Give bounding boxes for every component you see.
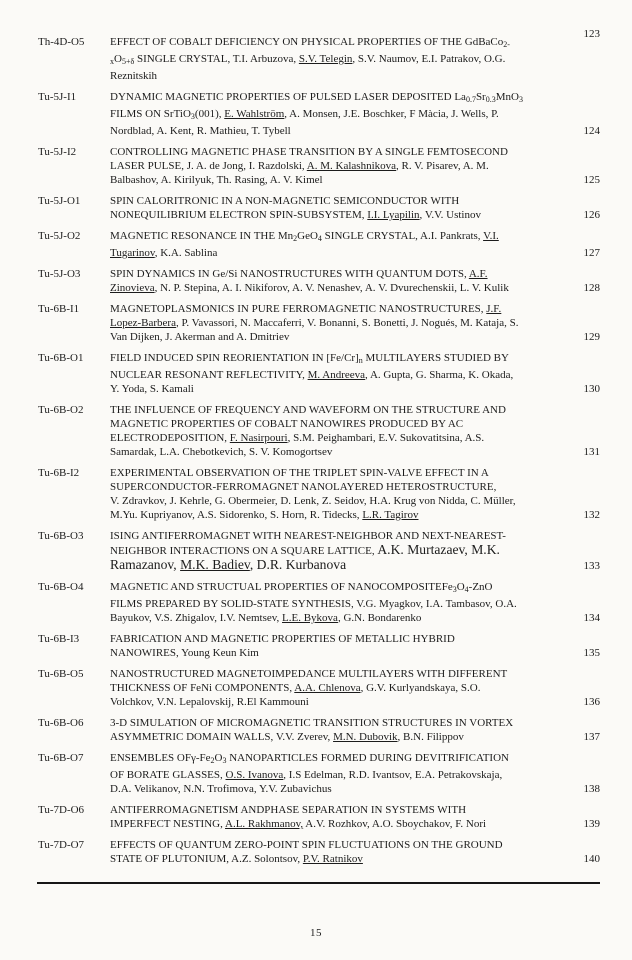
presenting-author: Lopez-Barbera xyxy=(110,317,176,329)
entry-page-number: 128 xyxy=(583,282,600,294)
toc-entry xyxy=(38,229,600,260)
session-code: Tu-6B-O2 xyxy=(38,404,84,416)
session-code: Tu-7D-O7 xyxy=(38,839,85,851)
presenting-author: M. Andreeva xyxy=(307,369,366,381)
session-code: Tu-6B-O6 xyxy=(38,717,84,729)
entry-title-authors xyxy=(110,838,562,866)
text-segment: FIELD INDUCED SPIN REORIENTATION IN [Fe/Cr] xyxy=(110,352,359,364)
entry-title-authors xyxy=(110,145,562,187)
text-segment: NANOWIRES, Young Keun Kim xyxy=(110,647,259,659)
text-segment: O xyxy=(214,752,223,764)
text-segment: EFFECT OF COBALT DEFICIENCY ON PHYSICAL PROPERTIES OF THE GdBaCo xyxy=(110,36,504,48)
presenting-author: L.E. Bykova xyxy=(282,612,338,624)
text-segment: MULTILAYERS STUDIED BY xyxy=(362,352,509,364)
presenting-author: A.L. Rakhmanov, xyxy=(225,818,304,830)
text-segment: NANOSTRUCTURED MAGNETOIMPEDANCE MULTILAYERS WITH DIFFERENT xyxy=(110,668,508,680)
page-number: 15 xyxy=(310,927,322,939)
entry-page-number: 123 xyxy=(583,28,600,40)
text-segment: 3 xyxy=(452,585,457,594)
text-segment: , S.M. Peighambari, E.V. Sukovatitsina, A.S. xyxy=(287,432,485,444)
text-segment: x xyxy=(110,57,114,66)
entry-page-number: 135 xyxy=(583,647,600,659)
text-segment: D.A. Velikanov, N.N. Trofimova, Y.V. Zubavichus xyxy=(110,783,332,795)
session-code: Tu-6B-O4 xyxy=(38,581,84,593)
text-segment: THE INFLUENCE OF FREQUENCY AND WAVEFORM ON THE STRUCTURE AND xyxy=(110,404,506,416)
text-segment: FILMS ON SrTiO xyxy=(110,108,191,120)
text-segment: Samardak, L.A. Chebotkevich, S. V. Komogortsev xyxy=(110,446,333,458)
text-segment: NEIGHBOR INTERACTIONS ON A SQUARE LATTICE, xyxy=(110,545,378,557)
presenting-author: I.I. Lyapilin xyxy=(367,209,420,221)
entry-page-number: 129 xyxy=(583,331,600,343)
presenting-author: L.R. Tagirov xyxy=(362,509,419,521)
presenting-author: S.V. Telegin xyxy=(298,53,353,65)
entry-title-authors xyxy=(110,351,562,396)
footer-divider xyxy=(37,882,600,884)
presenting-author: Zinovieva xyxy=(110,282,155,294)
entry-title-authors xyxy=(110,751,562,796)
text-segment: SUPERCONDUCTOR-FERROMAGNET NANOLAYERED HETEROSTRUCTURE, xyxy=(110,481,497,493)
toc-entry xyxy=(38,667,600,709)
text-segment: , S.V. Naumov, E.I. Patrakov, O.G. xyxy=(352,53,506,65)
text-segment: -ZnO xyxy=(468,581,493,593)
text-segment: DYNAMIC MAGNETIC PROPERTIES OF PULSED LASER DEPOSITED La xyxy=(110,91,466,103)
session-code: Tu-5J-O2 xyxy=(38,230,81,242)
text-segment: SPIN CALORITRONIC IN A NON-MAGNETIC SEMICONDUCTOR WITH xyxy=(110,195,460,207)
text-segment: CONTROLLING MAGNETIC PHASE TRANSITION BY A SINGLE FEMTOSECOND xyxy=(110,146,508,158)
entry-page-number: 126 xyxy=(583,209,600,221)
toc-entry-list xyxy=(38,28,600,873)
text-segment: MAGNETIC RESONANCE IN THE Mn xyxy=(110,230,294,242)
entry-page-number: 136 xyxy=(583,696,600,708)
entry-page-number: 130 xyxy=(583,383,600,395)
entry-title-authors xyxy=(110,716,562,744)
presenting-author: E. Wahlström xyxy=(224,108,285,120)
presenting-author: O.S. Ivanova xyxy=(225,769,284,781)
text-segment: Volchkov, V.N. Lepalovskij, R.El Kammouni xyxy=(110,696,309,708)
text-segment: LASER PULSE, J. A. de Jong, I. Razdolski, xyxy=(110,160,307,172)
session-code: Tu-6B-I1 xyxy=(38,303,80,315)
text-segment: 3 xyxy=(190,112,195,121)
entry-page-number: 132 xyxy=(583,509,600,521)
entry-title-authors xyxy=(110,35,562,83)
entry-title-authors xyxy=(110,803,562,831)
entry-title-authors xyxy=(110,194,562,222)
entry-title-authors xyxy=(110,302,562,344)
toc-entry xyxy=(38,403,600,459)
text-segment: 2 xyxy=(210,756,215,765)
text-segment: GeO xyxy=(297,230,318,242)
text-segment: MAGNETIC AND STRUCTUAL PROPERTIES OF NANOCOMPOSITEFe xyxy=(110,581,453,593)
text-segment: , G.V. Kurlyandskaya, S.O. xyxy=(360,682,481,694)
text-segment: OF BORATE GLASSES, xyxy=(110,769,226,781)
session-code: Tu-6B-I2 xyxy=(38,467,80,479)
text-segment: NONEQUILIBRIUM ELECTRON SPIN-SUBSYSTEM, xyxy=(110,209,368,221)
text-segment: , P. Vavassori, N. Maccaferri, V. Bonanni, S. Bonetti, J. Nogués, M. Kataja, S. xyxy=(175,317,519,329)
entry-title-authors xyxy=(110,466,562,522)
text-segment: NUCLEAR RESONANT REFLECTIVITY, xyxy=(110,369,308,381)
text-segment: SINGLE CRYSTAL, T.I. Arbuzova, xyxy=(134,53,299,65)
toc-entry xyxy=(38,632,600,660)
text-segment: NANOPARTICLES FORMED DURING DEVITRIFICATION xyxy=(226,752,509,764)
text-segment: 5+δ xyxy=(121,57,135,66)
presenting-author: A.F. xyxy=(468,268,488,280)
entry-page-number: 133 xyxy=(583,560,600,572)
text-segment: , I.S Edelman, R.D. Ivantsov, E.A. Petrakovskaja, xyxy=(283,769,503,781)
text-segment: FILMS PREPARED BY SOLID-STATE SYNTHESIS, V.G. Myagkov, I.A. Tambasov, O.A. xyxy=(110,598,517,610)
entry-page-number: 127 xyxy=(583,247,600,259)
toc-entry xyxy=(38,803,600,831)
text-segment: ASYMMETRIC DOMAIN WALLS, V.V. Zverev, xyxy=(110,731,334,743)
entry-title-authors xyxy=(110,267,562,295)
text-segment: , B.N. Filippov xyxy=(397,731,464,743)
session-code: Tu-5J-I1 xyxy=(38,91,77,103)
entry-page-number: 125 xyxy=(583,174,600,186)
presenting-author: A. M. Kalashnikova xyxy=(306,160,397,172)
text-segment: (001), xyxy=(194,108,225,120)
text-segment: , V.V. Ustinov xyxy=(419,209,481,221)
presenting-author: P.V. Ratnikov xyxy=(302,853,363,865)
text-segment: EFFECTS OF QUANTUM ZERO-POINT SPIN FLUCTUATIONS ON THE GROUND xyxy=(110,839,503,851)
text-segment: 3 xyxy=(222,756,227,765)
text-segment: Balbashov, A. Kirilyuk, Th. Rasing, A. V. Kimel xyxy=(110,174,323,186)
entry-title-authors xyxy=(110,632,562,660)
text-segment: n xyxy=(358,356,363,365)
text-segment: MAGNETOPLASMONICS IN PURE FERROMAGNETIC NANOSTRUCTURES, xyxy=(110,303,487,315)
text-segment: 2 xyxy=(293,234,298,243)
text-segment: ELECTRODEPOSITION, xyxy=(110,432,230,444)
text-segment: 0.7 xyxy=(465,95,476,104)
toc-entry xyxy=(38,529,600,573)
text-segment: Reznitskih xyxy=(110,70,158,82)
entry-title-authors xyxy=(110,229,562,260)
entry-page-number: 139 xyxy=(583,818,600,830)
text-segment: O xyxy=(456,581,465,593)
toc-entry xyxy=(38,267,600,295)
presenting-author: J.F. xyxy=(486,303,502,315)
toc-entry xyxy=(38,580,600,625)
text-segment: , G.N. Bondarenko xyxy=(337,612,422,624)
session-code: Tu-5J-I2 xyxy=(38,146,77,158)
text-segment: O xyxy=(114,53,122,65)
text-segment: IMPERFECT NESTING, xyxy=(110,818,226,830)
session-code: Tu-6B-O7 xyxy=(38,752,84,764)
text-segment: ISING ANTIFERROMAGNET WITH NEAREST-NEIGHBOR AND NEXT-NEAREST- xyxy=(110,530,506,542)
text-segment: M.Yu. Kupriyanov, A.S. Sidorenko, S. Horn, R. Tidecks, xyxy=(110,509,363,521)
text-segment: EXPERIMENTAL OBSERVATION OF THE TRIPLET SPIN-VALVE EFFECT IN A xyxy=(110,467,489,479)
text-segment: SPIN DYNAMICS IN Ge/Si NANOSTRUCTURES WITH QUANTUM DOTS, xyxy=(110,268,469,280)
text-segment: , D.R. Kurbanova xyxy=(249,557,347,572)
text-segment: Ramazanov, xyxy=(110,557,181,572)
entry-page-number: 124 xyxy=(583,125,600,137)
text-segment: 0.3 xyxy=(485,95,496,104)
entry-title-authors xyxy=(110,90,562,138)
text-segment: ENSEMBLES OFγ-Fe xyxy=(110,752,211,764)
text-segment: A.K. Murtazaev, M.K. xyxy=(377,542,500,557)
text-segment: , A. Gupta, G. Sharma, K. Okada, xyxy=(365,369,514,381)
toc-entry xyxy=(38,302,600,344)
entry-title-authors xyxy=(110,580,562,625)
text-segment: MnO xyxy=(495,91,519,103)
text-segment: , R. V. Pisarev, A. M. xyxy=(396,160,489,172)
text-segment: 3-D SIMULATION OF MICROMAGNETIC TRANSITION STRUCTURES IN VORTEX xyxy=(110,717,514,729)
session-code: Tu-5J-O1 xyxy=(38,195,81,207)
toc-entry xyxy=(38,145,600,187)
text-segment: A.V. Rozhkov, A.O. Sboychakov, F. Nori xyxy=(303,818,487,830)
toc-entry xyxy=(38,351,600,396)
text-segment: Y. Yoda, S. Kamali xyxy=(110,383,194,395)
presenting-author: A.A. Chlenova xyxy=(294,682,361,694)
toc-entry xyxy=(38,194,600,222)
text-segment: 3 xyxy=(518,95,523,104)
entry-page-number: 137 xyxy=(583,731,600,743)
text-segment: THICKNESS OF FeNi COMPONENTS, xyxy=(110,682,295,694)
toc-entry xyxy=(38,28,600,83)
presenting-author: M.N. Dubovik xyxy=(333,731,398,743)
text-segment: ANTIFERROMAGNETISM ANDPHASE SEPARATION IN SYSTEMS WITH xyxy=(110,804,467,816)
toc-entry xyxy=(38,838,600,866)
text-segment: , K.A. Sablina xyxy=(154,247,218,259)
session-code: Tu-7D-O6 xyxy=(38,804,85,816)
text-segment: STATE OF PLUTONIUM, A.Z. Solontsov, xyxy=(110,853,303,865)
toc-entry xyxy=(38,90,600,138)
presenting-author: Tugarinov xyxy=(110,247,155,259)
text-segment: , N. P. Stepina, A. I. Nikiforov, A. V. Nenashev, A. V. Dvurechenskii, L. V. Kulik xyxy=(154,282,509,294)
toc-entry xyxy=(38,466,600,522)
text-segment: Nordblad, A. Kent, R. Mathieu, T. Tybell xyxy=(110,125,291,137)
session-code: Tu-6B-O3 xyxy=(38,530,84,542)
entry-page-number: 140 xyxy=(583,853,600,865)
presenting-author: F. Nasirpouri xyxy=(229,432,288,444)
toc-entry xyxy=(38,751,600,796)
text-segment: Van Dijken, J. Akerman and A. Dmitriev xyxy=(110,331,290,343)
entry-title-authors xyxy=(110,667,562,709)
text-segment: MAGNETIC PROPERTIES OF COBALT NANOWIRES PRODUCED BY AC xyxy=(110,418,464,430)
entry-page-number: 134 xyxy=(583,612,600,624)
entry-page-number: 138 xyxy=(583,783,600,795)
toc-entry xyxy=(38,716,600,744)
entry-title-authors xyxy=(110,403,562,459)
text-segment: 4 xyxy=(464,585,469,594)
text-segment: SINGLE CRYSTAL, A.I. Pankrats, xyxy=(321,230,484,242)
session-code: Tu-6B-I3 xyxy=(38,633,80,645)
text-segment: FABRICATION AND MAGNETIC PROPERTIES OF METALLIC HYBRID xyxy=(110,633,455,645)
presenting-author: M.K. Badiev xyxy=(180,557,250,572)
session-code: Tu-5J-O3 xyxy=(38,268,81,280)
text-segment: Bayukov, V.S. Zhigalov, I.V. Nemtsev, xyxy=(110,612,283,624)
text-segment: 2- xyxy=(503,40,510,49)
entry-page-number: 131 xyxy=(583,446,600,458)
session-code: Tu-6B-O5 xyxy=(38,668,84,680)
text-segment: 4 xyxy=(317,234,322,243)
session-code: Th-4D-O5 xyxy=(38,36,85,48)
text-segment: V. Zdravkov, J. Kehrle, G. Obermeier, D. Lenk, Z. Seidov, H.A. Krug von Nidda, C. Müller, xyxy=(110,495,516,507)
session-code: Tu-6B-O1 xyxy=(38,352,84,364)
presenting-author: V.I. xyxy=(483,230,499,242)
text-segment: , A. Monsen, J.E. Boschker, F Màcia, J. Wells, P. xyxy=(284,108,499,120)
entry-title-authors xyxy=(110,529,562,573)
text-segment: Sr xyxy=(475,91,486,103)
